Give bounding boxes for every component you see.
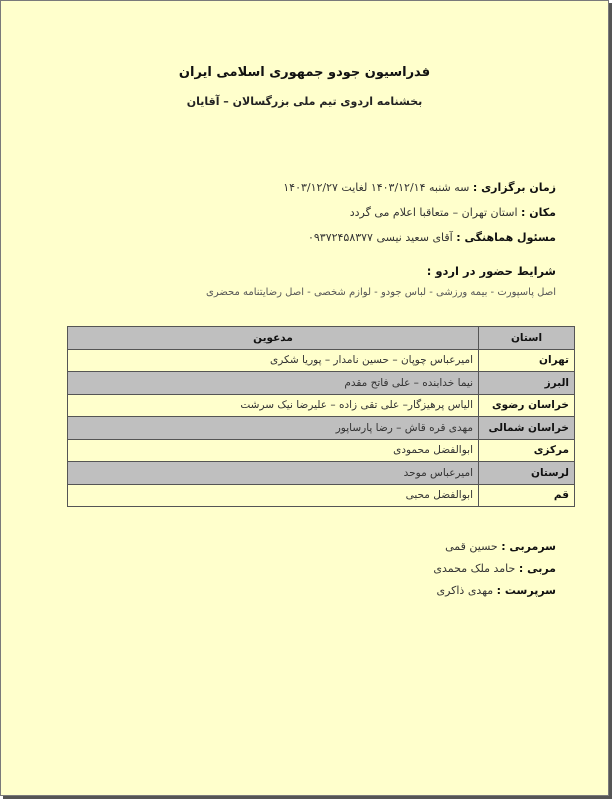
table-row [68, 462, 575, 485]
conditions-label: شرایط حضور در اردو : [426, 264, 556, 278]
province-cell: لرستان [479, 462, 575, 485]
invitees-header: مدعوین [68, 327, 479, 350]
place-value: استان تهران – متعاقبا اعلام می گردد [349, 206, 518, 219]
province-header: استان [479, 327, 575, 350]
invitees-cell: الیاس پرهیزگار– علی تقی زاده – علیرضا نیک سرشت [68, 394, 479, 417]
coach-line [433, 562, 556, 575]
table-header-row [68, 327, 575, 350]
table-row [68, 372, 575, 395]
place-line [350, 206, 556, 219]
date-line [283, 181, 556, 194]
head-coach-label: سرمربی : [501, 540, 556, 553]
place-label: مکان : [521, 206, 556, 219]
head-coach-line [445, 540, 556, 553]
supervisor-value: مهدی ذاکری [436, 584, 494, 597]
date-value: سه شنبه ۱۴۰۳/۱۲/۱۴ لغایت ۱۴۰۳/۱۲/۲۷ [283, 181, 470, 194]
table-row [68, 439, 575, 462]
invitees-cell: نیما خدابنده – علی فاتح مقدم [68, 372, 479, 395]
document-title: فدراسیون جودو جمهوری اسلامی ایران [178, 65, 431, 80]
invitees-cell: ابوالفضل محمودی [68, 439, 479, 462]
coach-value: حامد ملک محمدی [433, 562, 516, 575]
coach-label: مربی : [518, 562, 556, 575]
supervisor-line [436, 584, 556, 597]
table-row [68, 484, 575, 507]
coordinator-value: آقای سعید نیسی ۰۹۳۷۲۴۵۸۳۷۷ [307, 231, 453, 244]
conditions-text: اصل پاسپورت - بیمه ورزشی - لباس جودو - لوازم شخصی - اصل رضایتنامه محضری [206, 287, 556, 298]
invitees-cell: مهدی قره قاش – رضا پارساپور [68, 417, 479, 440]
supervisor-label: سرپرست : [496, 584, 556, 597]
invitees-cell: امیرعباس موحد [68, 462, 479, 485]
province-cell: خراسان رضوی [479, 394, 575, 417]
invitees-cell: ابوالفضل محبی [68, 484, 479, 507]
table-row [68, 394, 575, 417]
province-cell: خراسان شمالی [479, 417, 575, 440]
table-row [68, 417, 575, 440]
head-coach-value: حسین قمی [445, 540, 498, 553]
province-cell: قم [479, 484, 575, 507]
province-cell: مرکزی [479, 439, 575, 462]
province-cell: البرز [479, 372, 575, 395]
document-subtitle: بخشنامه اردوی تیم ملی بزرگسالان – آقایان [186, 95, 423, 108]
date-label: زمان برگزاری : [472, 181, 556, 194]
coordinator-label: مسئول هماهنگی : [456, 231, 556, 244]
invitees-table [67, 326, 575, 507]
province-cell: تهران [479, 349, 575, 372]
invitees-cell: امیرعباس چوپان – حسین نامدار – پوریا شکری [68, 349, 479, 372]
coordinator-line [308, 231, 556, 244]
table-row [68, 349, 575, 372]
